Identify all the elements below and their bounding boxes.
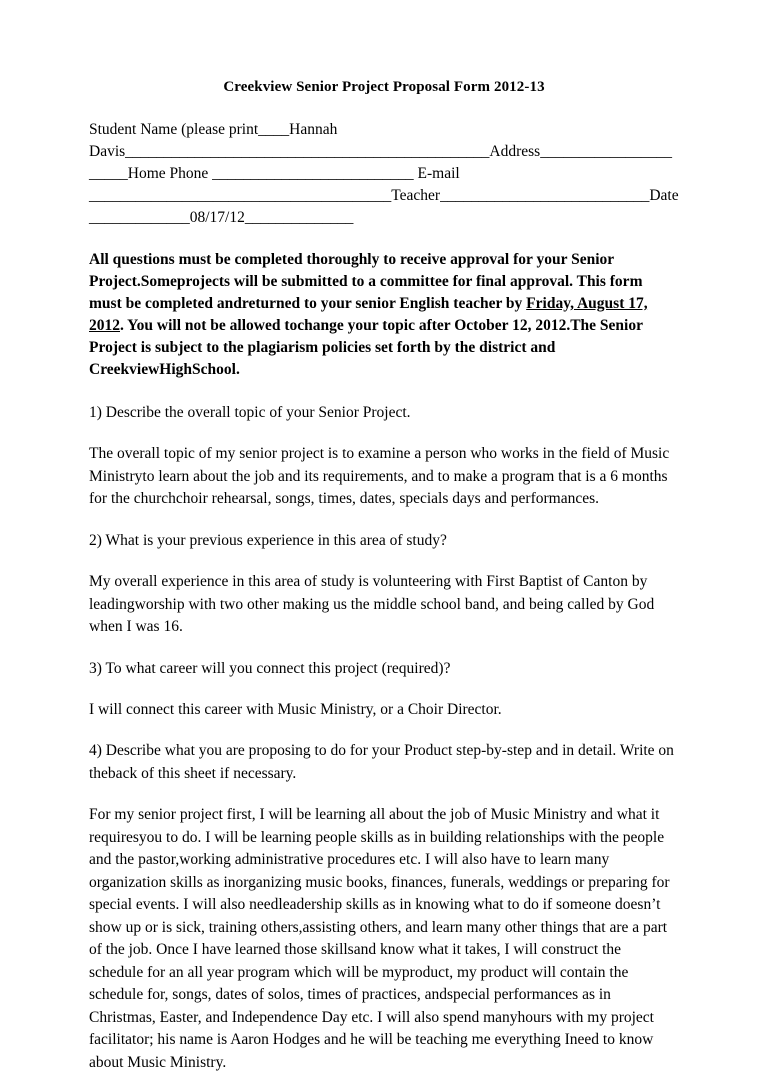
submission-notice: [89, 249, 679, 381]
question-prompt-3: 3) To what career will you connect this project (required)?: [89, 659, 451, 677]
question-prompt-2: 2) What is your previous experience in this area of study?: [89, 531, 447, 549]
notice-text-part-one: All questions must be completed thoroughly to receive approval for your Senior Project.Someprojects will be submitted to a committee for final approval. This form must be completed andreturned to your senior English teacher by: [89, 250, 643, 312]
page-title: Creekview Senior Project Proposal Form 2012-13: [223, 79, 545, 95]
question-answer-2: My overall experience in this area of study is volunteering with First Baptist of Canton by leadingworship with two other making us the middle school band, and being called by God when I was 16.: [89, 573, 655, 636]
deadline-date: Friday, August 17, 2012: [89, 294, 648, 334]
question-prompt-1: 1) Describe the overall topic of your Senior Project.: [89, 403, 411, 421]
notice-text-part-two: . You will not be allowed tochange your topic after October 12, 2012.The Senior Project is subject to the plagiarism policies set forth by the district and CreekviewHighSchool.: [89, 316, 643, 378]
question-answer-1: The overall topic of my senior project is to examine a person who works in the field of Music Ministryto learn about the job and its requirements, and to make a program that is a 6 months for the churchchoir rehearsal, songs, times, dates, specials days and performances.: [89, 445, 670, 508]
question-prompt-4: 4) Describe what you are proposing to do for your Product step-by-step and in detail. Write on theback of this sheet if necessary.: [89, 742, 674, 782]
student-info-fields: Student Name (please print____Hannah Davis_______________________________________________Address______________________Home Phone __________________________ E-mail _______________________________________Teacher___________________________Date _____________08/17/12______________: [89, 120, 679, 226]
question-answer-3: I will connect this career with Music Ministry, or a Choir Director.: [89, 700, 502, 718]
question-answer-4: For my senior project first, I will be learning all about the job of Music Ministry and what it requiresyou to do. I will be learning people skills as in building relationships with the people and the pastor,working administrative procedures etc. I will also have to learn many organization skills as inorganizing music books, finances, funerals, weddings or preparing for special events. I will also needleadership skills as in knowing what to do if someone doesn’t show up or is sick, training others,assisting others, and learn many other things that are a part of the job. Once I have learned those skillsand know what it takes, I will construct the schedule for an all year program which will be myproduct, my product will contain the schedule for, songs, dates of solos, times of practices, andspecial performances as in Christmas, Easter, and Independence Day etc. I will also spend manyhours with my project facilitator; his name is Aaron Hodges and he will be teaching me everything Ineed to know about Music Ministry.: [89, 806, 670, 1071]
